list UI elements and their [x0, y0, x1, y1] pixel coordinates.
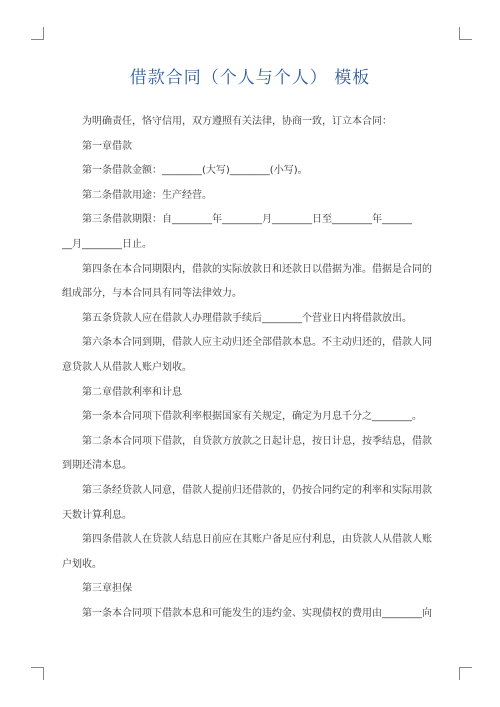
- crop-mark-bottom-left: [31, 667, 44, 680]
- paragraph: 第一条借款金额：________(大写)________(小写)。: [82, 165, 308, 177]
- document-body: [62, 110, 440, 626]
- paragraph: 第三条经贷款人同意，借款人提前归还借款的，仍按合同约定的利率和实际用款: [82, 484, 432, 496]
- paragraph: 第五条贷款人应在借款人办理借款手续后________个营业日内将借款放出。: [82, 312, 412, 324]
- crop-mark-top-left: [31, 27, 44, 40]
- crop-mark-top-right: [459, 27, 472, 40]
- paragraph-continuation: __月________日止。: [62, 238, 152, 250]
- paragraph-continuation: 组成部分，与本合同具有同等法律效力。: [62, 288, 242, 300]
- document-title: 借款合同（个人与个人） 模板: [129, 68, 371, 88]
- paragraph: 第二条借款用途：生产经营。: [82, 189, 212, 201]
- paragraph-continuation: 天数计算利息。: [62, 509, 132, 521]
- paragraph-continuation: 户划收。: [62, 558, 102, 570]
- paragraph: 第一条本合同项下借款利率根据国家有关规定，确定为月息千分之________。: [82, 411, 422, 423]
- paragraph: 第六条本合同到期，借款人应主动归还全部借款本息。不主动归还的，借款人同: [82, 337, 432, 349]
- chapter-heading: 第二章借款利率和计息: [82, 386, 182, 398]
- paragraph: 第一条本合同项下借款本息和可能发生的违约金、实现债权的费用由________向: [82, 607, 432, 619]
- paragraph: 第四条在本合同期限内，借款的实际放款日和还款日以借据为准。借据是合同的: [82, 263, 432, 275]
- paragraph-continuation: 意贷款人从借款人账户划收。: [62, 361, 192, 373]
- paragraph: 第四条借款人在贷款人结息日前应在其账户备足应付利息，由贷款人从借款人账: [82, 534, 432, 546]
- crop-mark-bottom-right: [459, 667, 472, 680]
- paragraph: 第三条借款期限：自________年________月________日至________年______: [82, 214, 412, 226]
- paragraph-preamble: 为明确责任，恪守信用，双方遵照有关法律，协商一致，订立本合同：: [82, 116, 392, 127]
- paragraph: 第二条本合同项下借款，自贷款方放款之日起计息，按日计息，按季结息，借款: [82, 435, 432, 447]
- chapter-heading: 第三章担保: [82, 583, 132, 595]
- paragraph-continuation: 到期还清本息。: [62, 460, 132, 472]
- chapter-heading: 第一章借款: [82, 140, 132, 152]
